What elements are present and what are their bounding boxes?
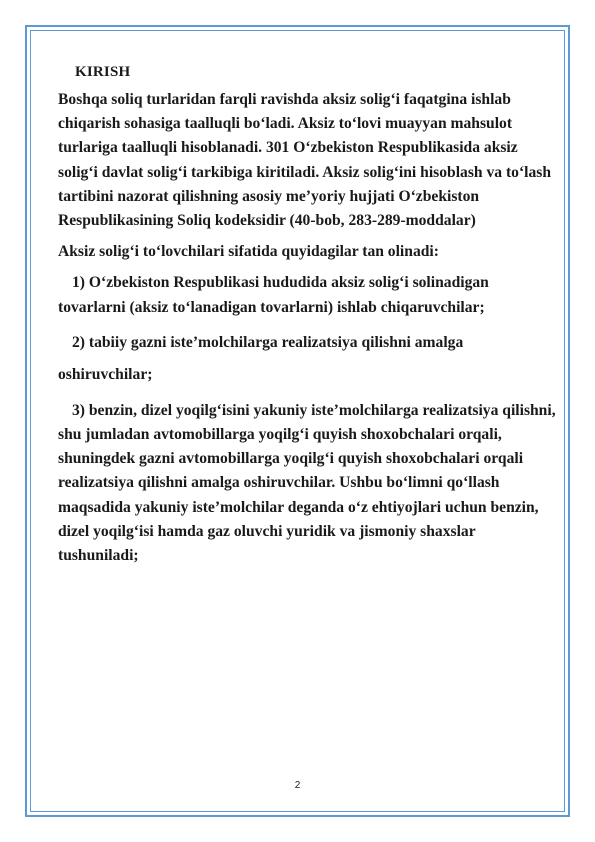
document-body — [58, 56, 558, 568]
page-number: 2 — [294, 780, 301, 791]
intro-paragraph: Boshqa soliq turlaridan farqli ravishda aksiz solig‘i faqatgina ishlab chiqarish sohasiga taalluqli bo‘ladi. Aksiz to‘lovi muayyan mahsulot turlariga taalluqli hisoblanadi. 301 O‘zbekiston Respublikasida aksiz solig‘i davlat solig‘i tarkibiga kiritiladi. Aksiz solig‘ini hisoblash va to‘lash tartibini nazorat qilishning asosiy me’yoriy hujjati O‘zbekiston Respublikasining Soliq kodeksidir (40-bob, 283-289-moddalar) — [58, 91, 552, 230]
list-item-2: 2) tabiiy gazni iste’molchilarga realizatsiya qilishni amalga oshiruvchilar; — [58, 333, 464, 384]
list-item-3: 3) benzin, dizel yoqilg‘isini yakuniy iste’molchilarga realizatsiya qilishni, shu jumladan avtomobillarga yoqilg‘i quyish shoxobchalari orqali, shuningdek gazni avtomobillarga yoqilg‘i quyish shoxobchalari orqali realizatsiya qilishni amalga oshiruvchilar. Ushbu bo‘limni qo‘llash maqsadida yakuniy iste’molchilar deganda o‘z ehtiyojlari uchun benzin, dizel yoqilg‘isi hamda gaz oluvchi yuridik va jismoniy shaxslar tushuniladi; — [58, 401, 556, 565]
payers-intro-paragraph: Aksiz solig‘i to‘lovchilari sifatida quyidagilar tan olinadi: — [58, 243, 439, 261]
list-item-1: 1) O‘zbekiston Respublikasi hududida aksiz solig‘i solinadigan tovarlarni (aksiz to‘lanadigan tovarlarni) ishlab chiqaruvchilar; — [58, 274, 489, 316]
section-heading: KIRISH — [75, 64, 131, 80]
